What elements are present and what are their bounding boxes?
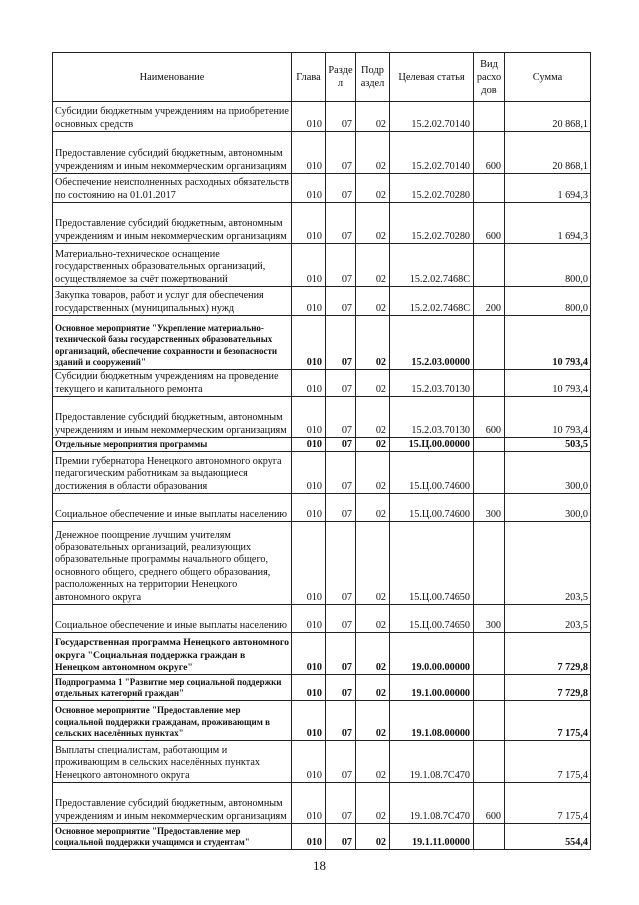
row-expense-type: 600: [474, 397, 505, 438]
row-expense-type: [474, 522, 505, 605]
row-sum: 800,0: [505, 244, 591, 287]
table-row: [53, 741, 591, 783]
row-section: 07: [326, 244, 356, 287]
table-row: [53, 370, 591, 397]
row-subsection: 02: [356, 605, 390, 633]
row-expense-type: [474, 370, 505, 397]
row-name: Закупка товаров, работ и услуг для обеспечения государственных (муниципальных) нужд: [53, 287, 292, 316]
row-section: 07: [326, 132, 356, 174]
row-sum: 20 868,1: [505, 132, 591, 174]
row-subsection: 02: [356, 370, 390, 397]
table-row: [53, 783, 591, 824]
row-expense-type: [474, 824, 505, 850]
row-chapter: 010: [292, 287, 326, 316]
row-target: 15.Ц.00.74600: [390, 452, 474, 494]
table-row: [53, 452, 591, 494]
header-name: Наименование: [53, 53, 292, 102]
header-expense-type: Вид расхо дов: [474, 53, 505, 102]
row-subsection: 02: [356, 244, 390, 287]
row-target: 19.1.08.7С470: [390, 783, 474, 824]
row-sum: 7 729,8: [505, 633, 591, 675]
row-chapter: 010: [292, 203, 326, 244]
row-subsection: 02: [356, 397, 390, 438]
row-subsection: 02: [356, 633, 390, 675]
table-row: [53, 824, 591, 850]
row-name: Социальное обеспечение и иные выплаты населению: [53, 605, 292, 633]
table-row: [53, 675, 591, 701]
row-expense-type: [474, 452, 505, 494]
row-target: 15.2.02.70140: [390, 132, 474, 174]
row-subsection: 02: [356, 287, 390, 316]
row-sum: 503,5: [505, 438, 591, 452]
table-row: [53, 316, 591, 370]
row-section: 07: [326, 203, 356, 244]
table-row: [53, 633, 591, 675]
row-chapter: 010: [292, 701, 326, 741]
row-name: Отдельные мероприятия программы: [53, 438, 292, 452]
table-row: [53, 287, 591, 316]
row-target: 15.Ц.00.74600: [390, 494, 474, 522]
row-target: 15.2.02.7468С: [390, 244, 474, 287]
row-name: Предоставление субсидий бюджетным, автономным учреждениям и иным некоммерческим организациям: [53, 783, 292, 824]
row-sum: 800,0: [505, 287, 591, 316]
row-name: Основное мероприятие "Укрепление материально-технической базы государственных образовательных организаций, обеспечение сохранности и безопасности зданий и сооружений": [53, 316, 292, 370]
row-section: 07: [326, 452, 356, 494]
row-sum: 20 868,1: [505, 102, 591, 132]
row-section: 07: [326, 174, 356, 203]
row-section: 07: [326, 494, 356, 522]
row-expense-type: [474, 701, 505, 741]
row-sum: 10 793,4: [505, 370, 591, 397]
table-row: [53, 174, 591, 203]
row-expense-type: [474, 633, 505, 675]
row-subsection: 02: [356, 701, 390, 741]
row-subsection: 02: [356, 452, 390, 494]
row-target: 15.2.03.00000: [390, 316, 474, 370]
row-target: 15.2.02.70280: [390, 174, 474, 203]
row-section: 07: [326, 370, 356, 397]
row-chapter: 010: [292, 132, 326, 174]
row-chapter: 010: [292, 316, 326, 370]
header-row: [53, 53, 591, 102]
row-chapter: 010: [292, 452, 326, 494]
row-target: 15.2.03.70130: [390, 397, 474, 438]
row-chapter: 010: [292, 244, 326, 287]
table-row: [53, 203, 591, 244]
row-name: Денежное поощрение лучшим учителям образовательных организаций, реализующих образовательные программы начального общего, основного общего, среднего общего образования, расположенных на территории Ненецкого автономного округа: [53, 522, 292, 605]
row-sum: 7 175,4: [505, 701, 591, 741]
row-sum: 203,5: [505, 605, 591, 633]
row-subsection: 02: [356, 132, 390, 174]
row-chapter: 010: [292, 783, 326, 824]
row-subsection: 02: [356, 438, 390, 452]
row-sum: 10 793,4: [505, 316, 591, 370]
row-target: 19.1.08.00000: [390, 701, 474, 741]
table-row: [53, 522, 591, 605]
row-target: 19.1.11.00000: [390, 824, 474, 850]
row-expense-type: [474, 438, 505, 452]
row-section: 07: [326, 701, 356, 741]
row-chapter: 010: [292, 633, 326, 675]
header-target: Целевая статья: [390, 53, 474, 102]
row-expense-type: [474, 102, 505, 132]
row-subsection: 02: [356, 174, 390, 203]
row-expense-type: [474, 174, 505, 203]
row-target: 15.Ц.00.74650: [390, 605, 474, 633]
row-name: Предоставление субсидий бюджетным, автономным учреждениям и иным некоммерческим организациям: [53, 397, 292, 438]
row-chapter: 010: [292, 370, 326, 397]
row-target: 19.0.00.00000: [390, 633, 474, 675]
row-name: Государственная программа Ненецкого автономного округа "Социальная поддержка граждан в Ненецком автономном округе": [53, 633, 292, 675]
row-chapter: 010: [292, 494, 326, 522]
row-name: Основное мероприятие "Предоставление мер социальной поддержки учащимся и студентам": [53, 824, 292, 850]
row-expense-type: [474, 244, 505, 287]
row-chapter: 010: [292, 522, 326, 605]
row-sum: 7 175,4: [505, 741, 591, 783]
row-chapter: 010: [292, 824, 326, 850]
row-sum: 10 793,4: [505, 397, 591, 438]
row-target: 15.2.03.70130: [390, 370, 474, 397]
row-section: 07: [326, 522, 356, 605]
row-name: Премии губернатора Ненецкого автономного округа педагогическим работникам за выдающиеся достижения в области образования: [53, 452, 292, 494]
row-subsection: 02: [356, 522, 390, 605]
table-row: [53, 438, 591, 452]
row-subsection: 02: [356, 494, 390, 522]
row-section: 07: [326, 287, 356, 316]
budget-table: [52, 52, 591, 850]
row-section: 07: [326, 824, 356, 850]
row-chapter: 010: [292, 397, 326, 438]
row-subsection: 02: [356, 102, 390, 132]
row-chapter: 010: [292, 102, 326, 132]
row-subsection: 02: [356, 675, 390, 701]
row-subsection: 02: [356, 316, 390, 370]
row-expense-type: 300: [474, 605, 505, 633]
row-expense-type: 600: [474, 132, 505, 174]
row-sum: 300,0: [505, 494, 591, 522]
row-sum: 7 175,4: [505, 783, 591, 824]
table-row: [53, 244, 591, 287]
row-sum: 300,0: [505, 452, 591, 494]
row-expense-type: [474, 741, 505, 783]
row-section: 07: [326, 783, 356, 824]
row-name: Подпрограмма 1 "Развитие мер социальной поддержки отдельных категорий граждан": [53, 675, 292, 701]
row-subsection: 02: [356, 741, 390, 783]
row-target: 15.Ц.00.00000: [390, 438, 474, 452]
table-row: [53, 605, 591, 633]
row-section: 07: [326, 102, 356, 132]
table-row: [53, 701, 591, 741]
row-name: Субсидии бюджетным учреждениям на проведение текущего и капитального ремонта: [53, 370, 292, 397]
row-expense-type: 200: [474, 287, 505, 316]
row-section: 07: [326, 605, 356, 633]
row-expense-type: 300: [474, 494, 505, 522]
row-target: 15.2.02.7468С: [390, 287, 474, 316]
row-subsection: 02: [356, 203, 390, 244]
row-sum: 1 694,3: [505, 203, 591, 244]
row-chapter: 010: [292, 741, 326, 783]
row-chapter: 010: [292, 675, 326, 701]
header-section: Разде л: [326, 53, 356, 102]
table-row: [53, 132, 591, 174]
row-name: Основное мероприятие "Предоставление мер социальной поддержки гражданам, проживающим в сельских населённых пунктах": [53, 701, 292, 741]
row-name: Материально-техническое оснащение государственных образовательных организаций, осуществляемое за счёт пожертвований: [53, 244, 292, 287]
row-sum: 554,4: [505, 824, 591, 850]
row-section: 07: [326, 316, 356, 370]
row-name: Социальное обеспечение и иные выплаты населению: [53, 494, 292, 522]
table-row: [53, 102, 591, 132]
row-target: 15.2.02.70140: [390, 102, 474, 132]
row-target: 19.1.08.7С470: [390, 741, 474, 783]
row-subsection: 02: [356, 824, 390, 850]
row-sum: 203,5: [505, 522, 591, 605]
row-expense-type: [474, 675, 505, 701]
row-chapter: 010: [292, 174, 326, 203]
row-section: 07: [326, 675, 356, 701]
row-subsection: 02: [356, 783, 390, 824]
row-expense-type: 600: [474, 783, 505, 824]
row-chapter: 010: [292, 605, 326, 633]
row-target: 15.Ц.00.74650: [390, 522, 474, 605]
row-expense-type: 600: [474, 203, 505, 244]
row-section: 07: [326, 633, 356, 675]
row-section: 07: [326, 741, 356, 783]
row-section: 07: [326, 438, 356, 452]
row-name: Предоставление субсидий бюджетным, автономным учреждениям и иным некоммерческим организациям: [53, 132, 292, 174]
header-chapter: Глава: [292, 53, 326, 102]
row-name: Предоставление субсидий бюджетным, автономным учреждениям и иным некоммерческим организациям: [53, 203, 292, 244]
table-row: [53, 397, 591, 438]
table-row: [53, 494, 591, 522]
page-number: 18: [313, 858, 326, 873]
row-target: 19.1.00.00000: [390, 675, 474, 701]
row-chapter: 010: [292, 438, 326, 452]
header-sum: Сумма: [505, 53, 591, 102]
row-sum: 7 729,8: [505, 675, 591, 701]
row-section: 07: [326, 397, 356, 438]
row-sum: 1 694,3: [505, 174, 591, 203]
row-name: Обеспечение неисполненных расходных обязательств по состоянию на 01.01.2017: [53, 174, 292, 203]
row-name: Выплаты специалистам, работающим и проживающим в сельских населённых пунктах Ненецкого автономного округа: [53, 741, 292, 783]
header-subsection: Подр аздел: [356, 53, 390, 102]
row-target: 15.2.02.70280: [390, 203, 474, 244]
row-name: Субсидии бюджетным учреждениям на приобретение основных средств: [53, 102, 292, 132]
row-expense-type: [474, 316, 505, 370]
